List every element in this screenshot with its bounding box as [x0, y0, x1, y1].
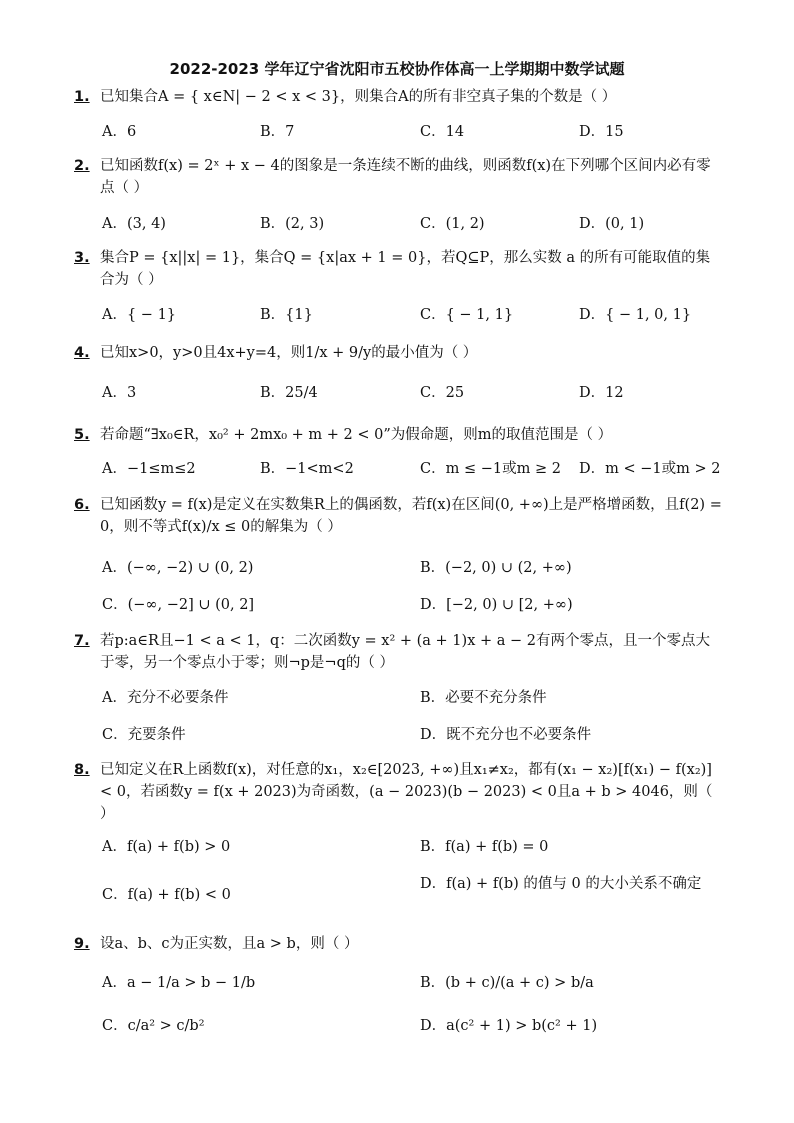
option-b: B．(2, 3): [260, 216, 325, 232]
option-c: C．f(a) + f(b) < 0: [102, 887, 231, 903]
option-c: C．c/a² > c/b²: [102, 1018, 205, 1034]
option-b: B．f(a) + f(b) = 0: [420, 839, 549, 855]
option-a: A．充分不必要条件: [102, 690, 229, 706]
question-2: [74, 155, 724, 199]
option-d: D．{ − 1, 0, 1}: [579, 307, 692, 323]
question-3: [74, 247, 724, 291]
option-d: D．12: [579, 385, 624, 401]
option-a: A．−1≤m≤2: [102, 461, 196, 477]
option-c: C．14: [420, 124, 465, 140]
option-a: A．6: [102, 124, 137, 140]
question-7: [74, 630, 724, 674]
question-8: [74, 759, 724, 825]
question-text: 已知定义在R上函数f(x)，对任意的x₁，x₂∈[2023, +∞)且x₁≠x₂，都有(x₁ − x₂)[f(x₁) − f(x₂)] < 0，若函数y = f(x + 2023)为奇函数，(a − 2023)(b − 2023) < 0且a + b > 4046，则（ ）: [100, 762, 713, 822]
question-number: 8.: [74, 762, 90, 778]
option-d: D．15: [579, 124, 624, 140]
option-b: B．必要不充分条件: [420, 690, 547, 706]
option-c: C．{ − 1, 1}: [420, 307, 514, 323]
option-d: D．a(c² + 1) > b(c² + 1): [420, 1018, 598, 1034]
question-number: 9.: [74, 936, 90, 952]
question-text: 已知集合A = { x∈N| − 2 < x < 3}，则集合A的所有非空真子集的个数是（ ）: [100, 89, 617, 105]
option-a: A．f(a) + f(b) > 0: [102, 839, 231, 855]
option-d: D．既不充分也不必要条件: [420, 727, 592, 743]
option-b: B．7: [260, 124, 295, 140]
question-number: 2.: [74, 158, 90, 174]
question-number: 4.: [74, 345, 90, 361]
option-a: A．{ − 1}: [102, 307, 177, 323]
question-text: 已知函数y = f(x)是定义在实数集R上的偶函数，若f(x)在区间(0, +∞)上是严格增函数，且f(2) = 0，则不等式f(x)/x ≤ 0的解集为（ ）: [100, 497, 722, 535]
question-number: 6.: [74, 497, 90, 513]
option-c: C．m ≤ −1或m ≥ 2: [420, 461, 561, 477]
question-number: 3.: [74, 250, 90, 266]
option-b: B．(−2, 0) ∪ (2, +∞): [420, 560, 572, 576]
question-number: 7.: [74, 633, 90, 649]
option-a: A．a − 1/a > b − 1/b: [102, 975, 256, 991]
question-5: [74, 424, 724, 446]
question-text: 若命题“∃x₀∈R，x₀² + 2mx₀ + m + 2 < 0”为假命题，则m的取值范围是（ ）: [100, 427, 613, 443]
question-9: [74, 933, 724, 955]
option-d: D．m < −1或m > 2: [579, 461, 721, 477]
option-b: B．(b + c)/(a + c) > b/a: [420, 975, 594, 991]
page-title: 2022-2023 学年辽宁省沈阳市五校协作体高一上学期期中数学试题: [169, 60, 625, 78]
option-a: A．3: [102, 385, 137, 401]
option-d: D．f(a) + f(b) 的值与 0 的大小关系不确定: [420, 876, 702, 892]
question-text: 已知函数f(x) = 2ˣ + x − 4的图象是一条连续不断的曲线，则函数f(x)在下列哪个区间内必有零点（ ）: [100, 158, 711, 196]
option-b: B．−1<m<2: [260, 461, 354, 477]
option-b: B．25/4: [260, 385, 318, 401]
question-number: 1.: [74, 89, 90, 105]
option-c: C．25: [420, 385, 465, 401]
option-a: A．(3, 4): [102, 216, 166, 232]
option-d: D．[−2, 0) ∪ [2, +∞): [420, 597, 573, 613]
question-4: [74, 342, 724, 364]
option-a: A．(−∞, −2) ∪ (0, 2): [102, 560, 254, 576]
question-text: 设a、b、c为正实数，且a > b，则（ ）: [100, 936, 359, 952]
option-b: B．{1}: [260, 307, 313, 323]
question-1: [74, 86, 724, 108]
question-text: 若p:a∈R且−1 < a < 1，q：二次函数y = x² + (a + 1)x + a − 2有两个零点，且一个零点大于零，另一个零点小于零；则¬p是¬q的（ ）: [100, 633, 710, 671]
question-text: 集合P = {x||x| = 1}，集合Q = {x|ax + 1 = 0}，若Q⊆P，那么实数 a 的所有可能取值的集合为（ ）: [100, 250, 711, 288]
question-number: 5.: [74, 427, 90, 443]
option-c: C．充要条件: [102, 727, 186, 743]
option-d: D．(0, 1): [579, 216, 645, 232]
question-text: 已知x>0，y>0且4x+y=4，则1/x + 9/y的最小值为（ ）: [100, 345, 478, 361]
question-6: [74, 494, 724, 538]
option-c: C．(1, 2): [420, 216, 485, 232]
option-c: C．(−∞, −2] ∪ (0, 2]: [102, 597, 255, 613]
